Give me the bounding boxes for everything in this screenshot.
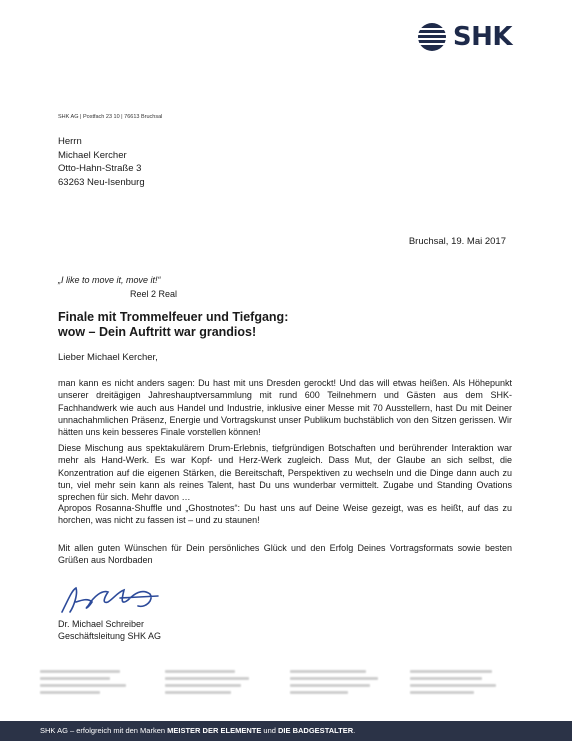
footer-brand-1: MEISTER DER ELEMENTE [167, 726, 262, 735]
body-paragraph: Apropos Rosanna-Shuffle und „Ghostnotes“: Du hast uns auf Deine Weise gezeigt, was es heißt, auf das zu horchen, was nicht zu fassen ist – und zu staunen! [58, 503, 512, 526]
footer-suffix: . [353, 726, 356, 735]
sender-line: SHK AG | Postfach 23 10 | 76613 Bruchsal [58, 114, 163, 120]
headline-line: wow – Dein Auftritt war grandios! [58, 325, 257, 339]
signer-title: Geschäftsleitung SHK AG [58, 630, 162, 641]
letter-date: Bruchsal, 19. Mai 2017 [408, 236, 506, 247]
closing-paragraph: Mit allen guten Wünschen für Dein persönliches Glück und den Erfolg Deines Vortragsformats sowie besten Grüßen aus Nordbaden [58, 543, 512, 566]
shk-globe-icon [417, 22, 447, 52]
address-line: Michael Kercher [58, 149, 127, 161]
blurred-company-details [40, 670, 540, 700]
address-line: Herrn [58, 136, 82, 147]
footer-prefix: SHK AG – erfolgreich mit den Marken [40, 726, 168, 735]
signature-block [58, 619, 161, 642]
shk-logo [417, 22, 512, 52]
footer-text [40, 726, 355, 735]
logo-text: SHK [452, 22, 512, 52]
quote-text: „I like to move it, move it!“ [58, 275, 161, 285]
address-line: Otto-Hahn-Straße 3 [58, 163, 142, 174]
footer-brand-2: DIE BADGESTALTER [278, 726, 354, 735]
body-paragraph: Diese Mischung aus spektakulärem Drum-Erlebnis, tiefgründigen Botschaften und berührender Interaktion war mehr als Hand-Werk. Es war Kopf- und Herz-Werk zugleich. Dass Mut, der Glaube an sich selbst, die Konzentration auf die eigenen Stärken, die Bereitschaft, Perspektiven zu wechseln und die Dinge dann auch zu tun, viel mehr sein kann als reines Talent, hast Du uns wunderbar vermittelt. Zugabe und Standing Ovations sprechen für sich. Mehr davon … [58, 443, 512, 503]
handwritten-signature [58, 580, 168, 618]
signer-name: Dr. Michael Schreiber [58, 619, 145, 629]
headline-line: Finale mit Trommelfeuer und Tiefgang: [58, 310, 289, 324]
footer-mid: und [261, 726, 279, 735]
body-paragraph: man kann es nicht anders sagen: Du hast mit uns Dresden gerockt! Und das will etwas heißen. Als Höhepunkt unserer dreitägigen Jahreshauptversammlung mit rund 600 Teilnehmern und Gästen aus dem SHK-Fachhandwerk wie auch aus Handel und Industrie, inklusive einer Messe mit 70 Ausstellern, hast Du mit Deiner unnachahmlichen Präsenz, Energie und Vortragskunst unser Publikum buchstäblich von den Sitzen gerissen. Wir hätten uns kein besseres Finale vorstellen können! [58, 378, 512, 438]
recipient-address [58, 135, 145, 189]
quote-source: Reel 2 Real [130, 289, 178, 299]
address-line: 63263 Neu-Isenburg [58, 176, 145, 188]
salutation: Lieber Michael Kercher, [58, 352, 158, 363]
headline [58, 310, 478, 340]
